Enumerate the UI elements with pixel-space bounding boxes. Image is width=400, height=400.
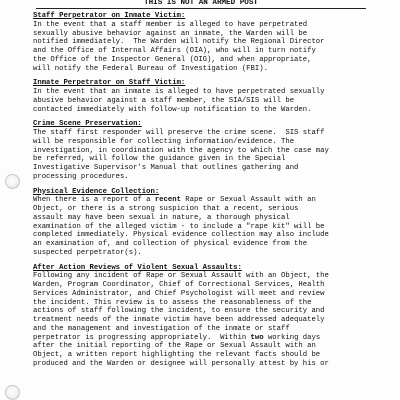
paragraph-line: suspected perpetrator(s).: [33, 248, 142, 257]
section-inmate-perpetrator: [33, 79, 373, 114]
post-header: [36, 0, 366, 9]
section-heading: Staff Perpetrator on Inmate Victim:: [33, 12, 186, 20]
section-after-action-reviews: [33, 264, 373, 369]
paragraph-line: and the management and investigation of the inmate or staff: [33, 324, 290, 333]
paragraph-line: abusive behavior against a staff member, the SIA/SIS will be: [33, 96, 295, 105]
paragraph-line: In the event that an inmate is alleged to have perpetrated sexually: [33, 88, 325, 96]
paragraph-line: treatment needs of the inmate victim have been addressed adequately: [33, 316, 325, 324]
paragraph-line: the Office of the Inspector General (OIG), and when appropriate,: [33, 55, 312, 64]
paragraph-line: Following any incident of Rape or Sexual Assault with an Object, the: [33, 272, 329, 281]
paragraph-line: completed immediately. Physical evidence collection may also include: [33, 231, 329, 240]
post-header-text: THIS IS NOT AN ARMED POST: [144, 0, 258, 7]
paragraph-line: be referred, will follow the guidance given in the Special: [33, 155, 286, 164]
paragraph-line: investigation, in coordination with the agency to which the case may: [33, 146, 329, 155]
paragraph-line: notified immediately. The Warden will notify the Regional Director: [33, 38, 325, 47]
text-run: perpetrator is progressing appropriately. Within: [33, 333, 251, 342]
paragraph-line: assault may have been sexual in nature, a thorough physical: [33, 213, 290, 222]
paragraph-line: Object, or there is a strong suspicion that a recent, serious: [33, 205, 299, 213]
paragraph-line: and the Office of Internal Affairs (OIA), who will in turn notify: [33, 47, 316, 55]
paragraph-line: sexually abusive behavior against an inmate, the Warden will be: [33, 29, 308, 38]
paragraph-line: will notify the Federal Bureau of Investigation (FBI).: [33, 64, 268, 73]
paragraph-line: [33, 334, 373, 343]
text-run: When there is a report of a: [33, 196, 155, 205]
paragraph-line: actions of staff following the incident, to ensure the security and: [33, 307, 325, 316]
section-staff-perpetrator: [33, 12, 373, 73]
paragraph-line: In the event that a staff member is alleged to have perpetrated: [33, 20, 308, 29]
text-run: working days: [263, 333, 321, 342]
paragraph-line: Services Administrator, and Chief Psychologist will meet and review: [33, 289, 325, 298]
section-physical-evidence: [33, 188, 373, 258]
paragraph-line: produced and the Warden or designee will personally attest by his or: [33, 359, 329, 368]
paragraph-line: will be responsible for collecting information/evidence. The: [33, 137, 295, 146]
document-body: [33, 12, 373, 375]
paragraph-line: Object, a written report highlighting the relevant facts should be: [33, 351, 321, 359]
section-heading: Inmate Perpetrator on Staff Victim:: [33, 79, 186, 88]
emphasis-recent: recent: [154, 196, 181, 205]
section-heading: Physical Evidence Collection:: [33, 187, 160, 196]
paragraph-line: an examination of, and collection of physical evidence from the: [33, 240, 308, 248]
punch-hole-upper: [5, 174, 20, 189]
paragraph-line: processing procedures.: [33, 172, 129, 181]
paragraph-line: after the initial reporting of the Rape or Sexual Assault with an: [33, 342, 316, 351]
paragraph-line: Warden, Program Coordinator, Chief of Correctional Services, Health: [33, 281, 325, 289]
emphasis-two: two: [250, 333, 264, 342]
paragraph-line: the incident. This review is to assess the reasonableness of the: [33, 298, 312, 307]
paragraph-line: [33, 196, 373, 205]
paragraph-line: The staff first responder will preserve the crime scene. SIS staff: [33, 129, 325, 137]
paragraph-line: contacted immediately with follow-up notification to the Warden.: [33, 105, 312, 114]
paragraph-line: examination of the alleged victim - to include a "rape kit" will be: [33, 222, 325, 231]
text-run: Rape or Sexual Assault with an: [180, 196, 316, 205]
section-crime-scene: [33, 120, 373, 181]
paragraph-line: Investigative Supervisor's Manual that outlines gathering and: [33, 164, 299, 172]
section-heading: Crime Scene Preservation:: [33, 120, 142, 129]
punch-hole-lower: [5, 385, 20, 400]
section-heading: After Action Reviews of Violent Sexual Assaults:: [33, 263, 242, 272]
